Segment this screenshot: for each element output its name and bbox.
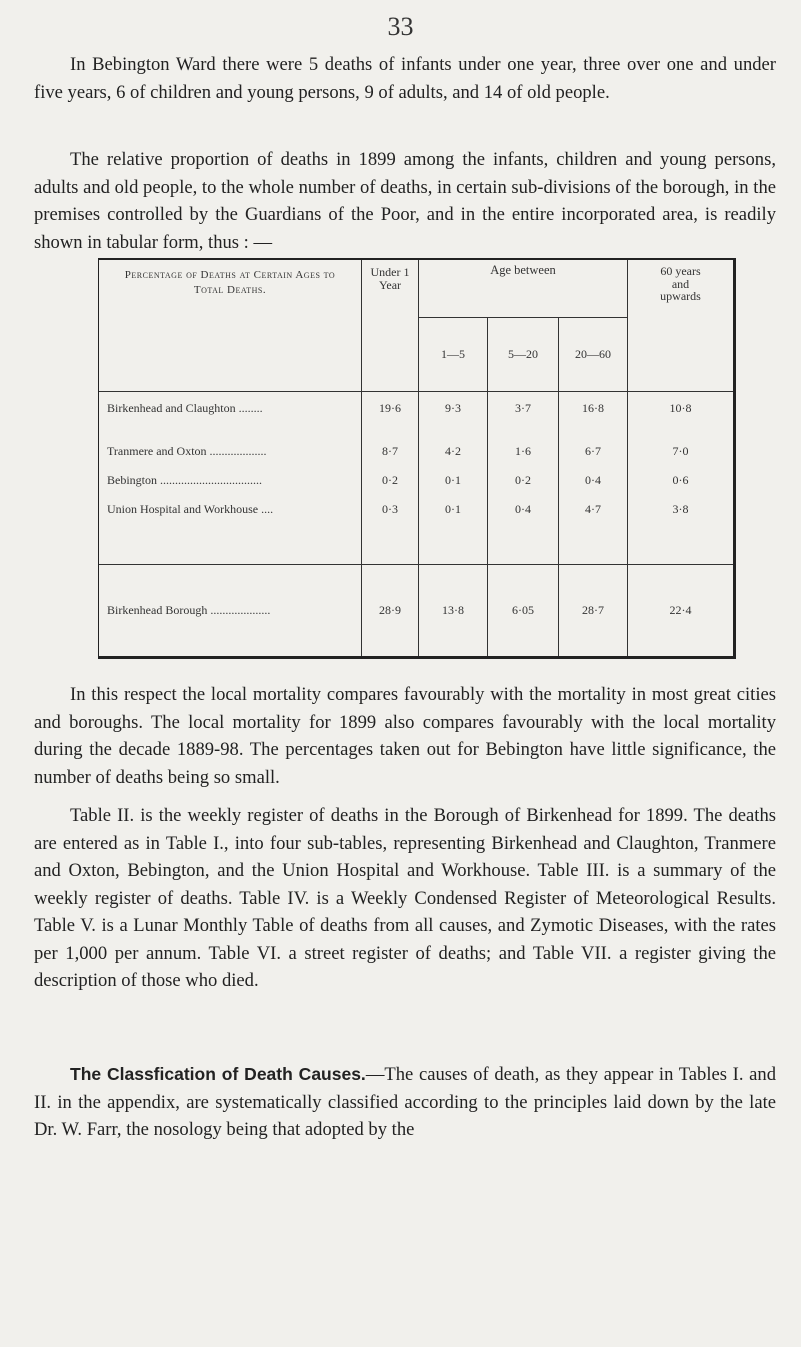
paragraph-classification-body: —The causes of death, as they appear in Tables I. and II. in the appendix, are systematically classified according to the principles laid down by the late Dr. W. Farr, the nosology being that adopted by the (34, 1064, 776, 1140)
cell-60-up: 10·8 (669, 401, 692, 416)
table-header-label-text: Percentage of Deaths at Certain Ages to Total Deaths. (124, 269, 336, 296)
table-row (99, 503, 733, 565)
mortality-percentage-table (98, 258, 736, 659)
cell-1-5: 4·2 (419, 445, 488, 474)
row-label: Birkenhead and Claughton ........ (99, 392, 362, 445)
cell-60-up: 0·6 (672, 472, 689, 487)
table-row (99, 445, 733, 474)
row-label: Bebington .................................. (99, 474, 362, 503)
cell-under-1: 0·2 (362, 474, 419, 503)
table-row (99, 474, 733, 503)
cell-60-up: 3·8 (672, 502, 689, 516)
table-header-age-between: Age between (419, 260, 628, 317)
cell-under-1: 8·7 (362, 445, 419, 474)
table-header-sixty-upwards (628, 260, 734, 392)
cell-under-1: 0·3 (362, 503, 419, 565)
table-header-under-one-text: Under 1 Year (370, 265, 410, 292)
total-20-60: 28·7 (559, 565, 628, 656)
total-1-5: 13·8 (419, 565, 488, 656)
cell-60-up: 7·0 (672, 443, 689, 458)
paragraph-classification (34, 1061, 776, 1144)
cell-1-5: 0·1 (419, 503, 488, 565)
cell-5-20: 0·2 (488, 474, 559, 503)
cell-1-5: 9·3 (419, 392, 488, 445)
cell-20-60: 6·7 (559, 445, 628, 474)
total-under-1: 28·9 (362, 565, 419, 656)
cell-1-5: 0·1 (419, 474, 488, 503)
paragraph-local-mortality: In this respect the local mortality compares favourably with the mortality in most great cities and boroughs. The local mortality for 1899 also compares favourably with the local mortality during the decade 1889-98. The percentages taken out for Bebington have little significance, the number of deaths being so small. (34, 684, 776, 788)
section-heading: The Classfication of Death Causes. (70, 1064, 366, 1084)
cell-20-60: 4·7 (559, 503, 628, 565)
table-subheader-5-20: 5—20 (488, 317, 559, 391)
table-total-row (99, 565, 733, 656)
cell-5-20: 0·4 (488, 503, 559, 565)
table-subheader-1-5: 1—5 (419, 317, 488, 391)
page-number: 33 (387, 12, 414, 41)
cell-5-20: 3·7 (488, 392, 559, 445)
table-row (99, 392, 733, 445)
table-header-under-one (362, 260, 419, 392)
table-header-label (99, 260, 362, 392)
row-label: Union Hospital and Workhouse .... (99, 503, 362, 565)
total-5-20: 6·05 (488, 565, 559, 656)
cell-under-1: 19·6 (362, 392, 419, 445)
cell-20-60: 16·8 (559, 392, 628, 445)
total-60-up: 22·4 (628, 565, 734, 656)
paragraph-table-descriptions: Table II. is the weekly register of deaths in the Borough of Birkenhead for 1899. The deaths are entered as in Table I., into four sub-tables, representing Birkenhead and Claughton, Tranmere and Oxton, Bebington, and the Union Hospital and Workhouse. Table III. is a summary of the weekly register of deaths. Table IV. is a Weekly Condensed Register of Meteorological Results. Table V. is a Lunar Monthly Table of deaths from all causes, and Zymotic Diseases, with the rates per 1,000 per annum. Table VI. a street register of deaths; and Table VII. a register giving the description of those who died. (34, 805, 776, 991)
cell-5-20: 1·6 (488, 445, 559, 474)
table-subheader-20-60: 20—60 (559, 317, 628, 391)
row-label: Tranmere and Oxton ................... (99, 445, 362, 474)
cell-20-60: 0·4 (559, 474, 628, 503)
table-header-sixty-upwards-text: 60 years and upwards (660, 264, 701, 303)
total-row-label: Birkenhead Borough .................... (99, 565, 362, 656)
paragraph-relative-proportion: The relative proportion of deaths in 1899 among the infants, children and young persons, adults and old people, to the whole number of deaths, in certain sub-divisions of the borough, in the premises controlled by the Guardians of the Poor, and in the entire incorporated area, is readily shown in tabular form, thus : — (34, 149, 776, 253)
paragraph-bebington-deaths: In Bebington Ward there were 5 deaths of infants under one year, three over one and under five years, 6 of children and young persons, 9 of adults, and 14 of old people. (34, 54, 776, 103)
